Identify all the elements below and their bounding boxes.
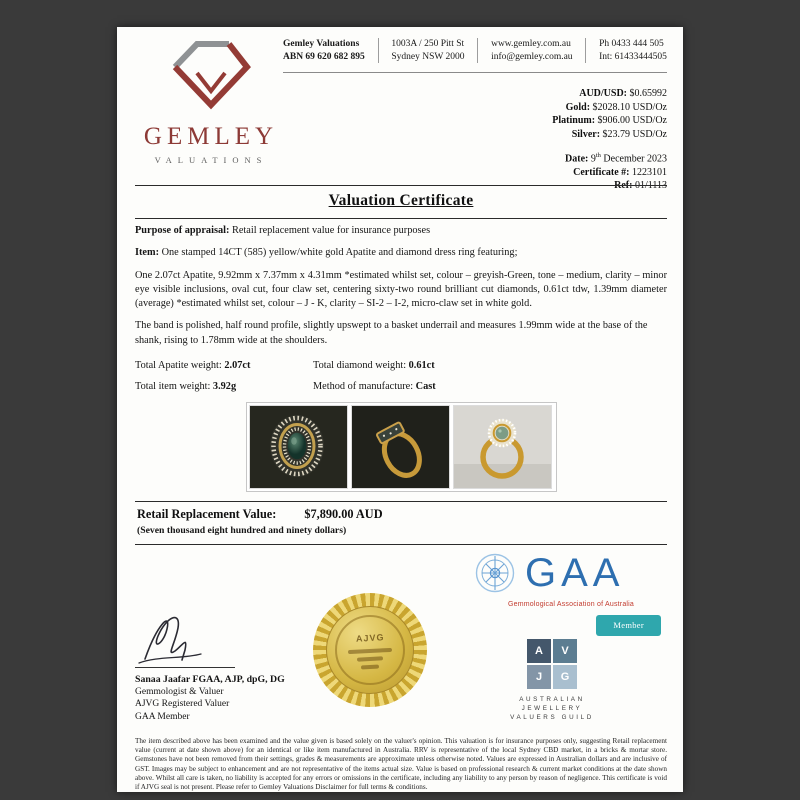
email-text: info@gemley.com.au — [491, 51, 573, 62]
ring-photo-standing-view — [453, 405, 552, 489]
disclaimer-text: The item described above has been examined and the value given is based solely on the valuer's opinion. This valuation is for insurance purposes only, suggesting Retail replacement value (current at date shown above) for an identical or like item manufactured in Australia. RRV is representative of the local Sydney CBD market, in a bricks & mortar store. Gemstones have not been removed from their settings, grades & measurements are approximate unless otherwise noted. Values are expressed in Australian dollars and are inclusive of GST. Images may be subject to enhancement and are not representative of the items actual size. Value is based on professional research & current market conditions at the date shown above. Whilst all care is taken, no liability is accepted for any errors or omissions in the certificate, including any liability to any person by reason of negligence. This certificate is void if AJVG seal is not present. Please refer to Gemley Valuations Disclaimer for full terms & conditions. — [135, 737, 667, 791]
ring-photo-side-view — [351, 405, 450, 489]
apatite-weight: Total Apatite weight: 2.07ct — [135, 360, 251, 372]
signatory-role-3: GAA Member — [135, 712, 190, 723]
gemley-diamond-icon — [165, 35, 257, 115]
header-divider — [477, 38, 478, 63]
brand-name: GEMLEY — [143, 123, 279, 150]
brand-wordmark — [127, 123, 295, 165]
handwritten-signature — [135, 607, 213, 669]
header-phone-block — [599, 38, 667, 63]
gaa-acronym: GAA — [525, 551, 625, 596]
meta-ref: Ref: 01/1113 — [614, 180, 667, 192]
header-contact-strip — [283, 38, 667, 73]
certification-footer — [135, 549, 667, 735]
rate-gold: Gold: $2028.10 USD/Oz — [565, 101, 667, 113]
gaa-full-name: Gemmological Association of Australia — [507, 601, 635, 609]
phone-intl-text: Int: 61433444505 — [599, 51, 667, 62]
diamond-weight: Total diamond weight: 0.61ct — [313, 360, 435, 372]
page-title: Valuation Certificate — [328, 192, 474, 209]
website-text: www.gemley.com.au — [491, 39, 571, 49]
signatory-role-1: Gemmologist & Valuer — [135, 686, 224, 697]
rate-audusd: AUD/USD: $0.65992 — [579, 88, 667, 99]
ajvg-letter-a: A — [527, 639, 551, 663]
brand-tagline: VALUATIONS — [154, 155, 268, 165]
gaa-member-badge: Member — [596, 615, 661, 635]
retail-value-amount: $7,890.00 AUD — [304, 506, 383, 521]
meta-date: Date: 9th December 2023 — [565, 152, 667, 165]
retail-value-block — [135, 501, 667, 546]
ajvg-logo-icon — [492, 639, 612, 689]
ajvg-caption-line1: AUSTRALIAN JEWELLERY — [519, 696, 585, 713]
ring-photo-strip — [246, 402, 557, 492]
retail-value-line — [137, 507, 665, 521]
signatory-name: Sanaa Jaafar FGAA, AJP, dpG, DG — [135, 673, 285, 685]
header-web-block — [491, 38, 572, 63]
header-company-block — [283, 38, 365, 63]
company-name: Gemley Valuations — [283, 39, 360, 49]
ajvg-letter-v: V — [553, 639, 577, 663]
address-line1: 1003A / 250 Pitt St — [391, 39, 465, 49]
gaa-rosette-icon — [475, 553, 515, 593]
title-block — [135, 185, 667, 219]
retail-value-label: Retail Replacement Value: — [137, 506, 277, 521]
purpose-line: Purpose of appraisal: Retail replacement value for insurance purposes — [135, 225, 431, 236]
address-line2: Sydney NSW 2000 — [391, 51, 465, 62]
retail-value-words: (Seven thousand eight hundred and ninety dollars) — [137, 524, 347, 536]
header-divider — [585, 38, 586, 63]
seal-word: AJVG — [355, 632, 385, 644]
rate-silver: Silver: $23.79 USD/Oz — [571, 128, 667, 140]
ajvg-guild-block — [492, 639, 612, 722]
signature-block — [135, 607, 315, 724]
item-line: Item: One stamped 14CT (585) yellow/white gold Apatite and diamond dress ring featuring; — [135, 247, 518, 259]
manufacture-method: Method of manufacture: Cast — [313, 381, 436, 393]
header-divider — [378, 38, 379, 63]
gaa-membership-block — [475, 551, 667, 612]
meta-certificate-number: Certificate #: 1223101 — [573, 166, 667, 178]
signatory-role-2: AJVG Registered Valuer — [135, 699, 230, 710]
ajvg-gold-seal-icon — [313, 589, 429, 711]
rates-block — [552, 87, 667, 193]
band-description: The band is polished, half round profile, slightly upswept to a basket underrail and measures 1.99mm wide at the base of the shank, rising to 1.78mm wide at the shoulders. — [135, 320, 648, 346]
weights-row-1 — [135, 359, 667, 373]
certificate-page — [117, 27, 683, 792]
ajvg-caption-line2: VALUERS GUILD — [510, 714, 594, 722]
company-abn: ABN 69 620 682 895 — [283, 51, 365, 62]
item-weight: Total item weight: 3.92g — [135, 381, 237, 393]
weights-row-2 — [135, 380, 667, 394]
rate-platinum: Platinum: $906.00 USD/Oz — [552, 115, 667, 126]
ajvg-letter-g: G — [553, 665, 577, 689]
item-description: One 2.07ct Apatite, 9.92mm x 7.37mm x 4.31mm *estimated whilst set, colour – greyish-Green, tone – medium, clarity – minor eye visible inclusions, oval cut, four claw set, centering sixty-two round brilliant cut diamonds, 0.61ct tdw, 1.39mm diameter (average) *estimated whilst set, colour – J - K, clarity – SI-2 – I-2, micro-claw set in white gold. — [135, 269, 667, 310]
ajvg-letter-j: J — [527, 665, 551, 689]
header-address-block — [391, 38, 464, 63]
certificate-body — [135, 224, 667, 792]
ring-photo-top-view — [249, 405, 348, 489]
phone-text: Ph 0433 444 505 — [599, 39, 664, 49]
